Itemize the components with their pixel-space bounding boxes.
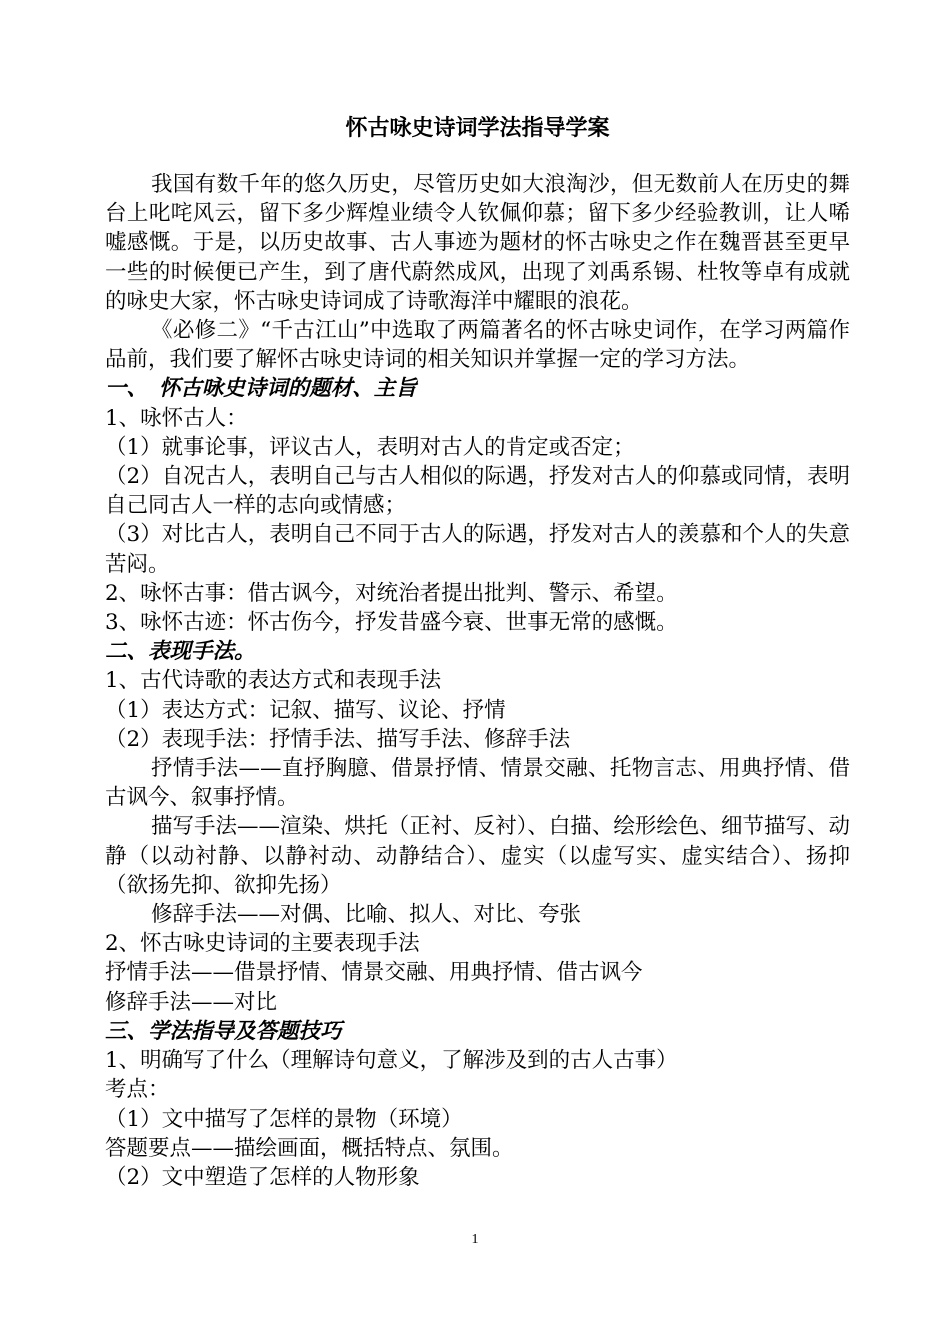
sub-list-item: （3）对比古人，表明自己不同于古人的际遇，抒发对古人的羡慕和个人的失意苦闷。 (105, 522, 850, 577)
sub-list-item: （2）表现手法：抒情手法、描写手法、修辞手法 (105, 726, 571, 752)
sub-list-item: （1）文中描写了怎样的景物（环境） (105, 1106, 463, 1132)
list-item: 1、咏怀古人： (105, 405, 248, 431)
intro-paragraph: 我国有数千年的悠久历史，尽管历史如大浪淘沙，但无数前人在历史的舞台上叱咤风云，留下多少辉煌业绩令人钦佩仰慕；留下多少经验教训，让人唏嘘感慨。于是，以历史故事、古人事迹为题材的怀古咏史之作在魏晋甚至更早一些的时候便已产生，到了唐代蔚然成风，出现了刘禹系锡、杜牧等卓有成就的咏史大家，怀古咏史诗词成了诗歌海洋中耀眼的浪花。 (105, 172, 850, 314)
sub-list-item: （2）自况古人，表明自己与古人相似的际遇，抒发对古人的仰慕或同情，表明自己同古人一样的志向或情感； (105, 464, 850, 519)
list-item: 1、明确写了什么（理解诗句意义，了解涉及到的古人古事） (105, 1048, 678, 1074)
sub-list-item: （1）就事论事，评议古人，表明对古人的肯定或否定； (105, 434, 635, 460)
list-item: 3、咏怀古迹：怀古伤今，抒发昔盛今衰、世事无常的感慨。 (105, 610, 678, 636)
list-item: 1、古代诗歌的表达方式和表现手法 (105, 668, 442, 694)
intro-paragraph: 《必修二》“千古江山”中选取了两篇著名的怀古咏史词作，在学习两篇作品前，我们要了解怀古咏史诗词的相关知识并掌握一定的学习方法。 (105, 318, 850, 373)
sub-list-item: （2）文中塑造了怎样的人物形象 (105, 1164, 420, 1190)
document-title: 怀古咏史诗词学法指导学案 (345, 116, 610, 141)
list-item: 2、咏怀古事：借古讽今，对统治者提出批判、警示、希望。 (105, 580, 678, 606)
sub-list-item: （1）表达方式：记叙、描写、议论、抒情 (105, 697, 506, 723)
page-number: 1 (471, 1232, 479, 1247)
section-heading: 三、学法指导及答题技巧 (105, 1018, 342, 1044)
list-item: 2、怀古咏史诗词的主要表现手法 (105, 931, 420, 957)
body-paragraph: 修辞手法——对偶、比喻、拟人、对比、夸张 (151, 902, 582, 928)
body-paragraph: 描写手法——渲染、烘托（正衬、反衬）、白描、绘形绘色、细节描写、动静（以动衬静、以静衬动、动静结合）、虚实（以虚写实、虚实结合）、扬抑（欲扬先抑、欲抑先扬） (105, 814, 850, 898)
body-line: 修辞手法——对比 (105, 989, 278, 1015)
document-body (105, 112, 850, 1192)
body-paragraph: 抒情手法——直抒胸臆、借景抒情、情景交融、托物言志、用典抒情、借古讽今、叙事抒情。 (105, 756, 850, 811)
section-heading: 一、 怀古咏史诗词的题材、主旨 (105, 376, 417, 402)
body-line: 答题要点——描绘画面，概括特点、氛围。 (105, 1135, 514, 1161)
body-line: 考点： (105, 1077, 170, 1103)
body-line: 抒情手法——借景抒情、情景交融、用典抒情、借古讽今 (105, 960, 643, 986)
section-heading: 二、表现手法。 (105, 639, 256, 665)
